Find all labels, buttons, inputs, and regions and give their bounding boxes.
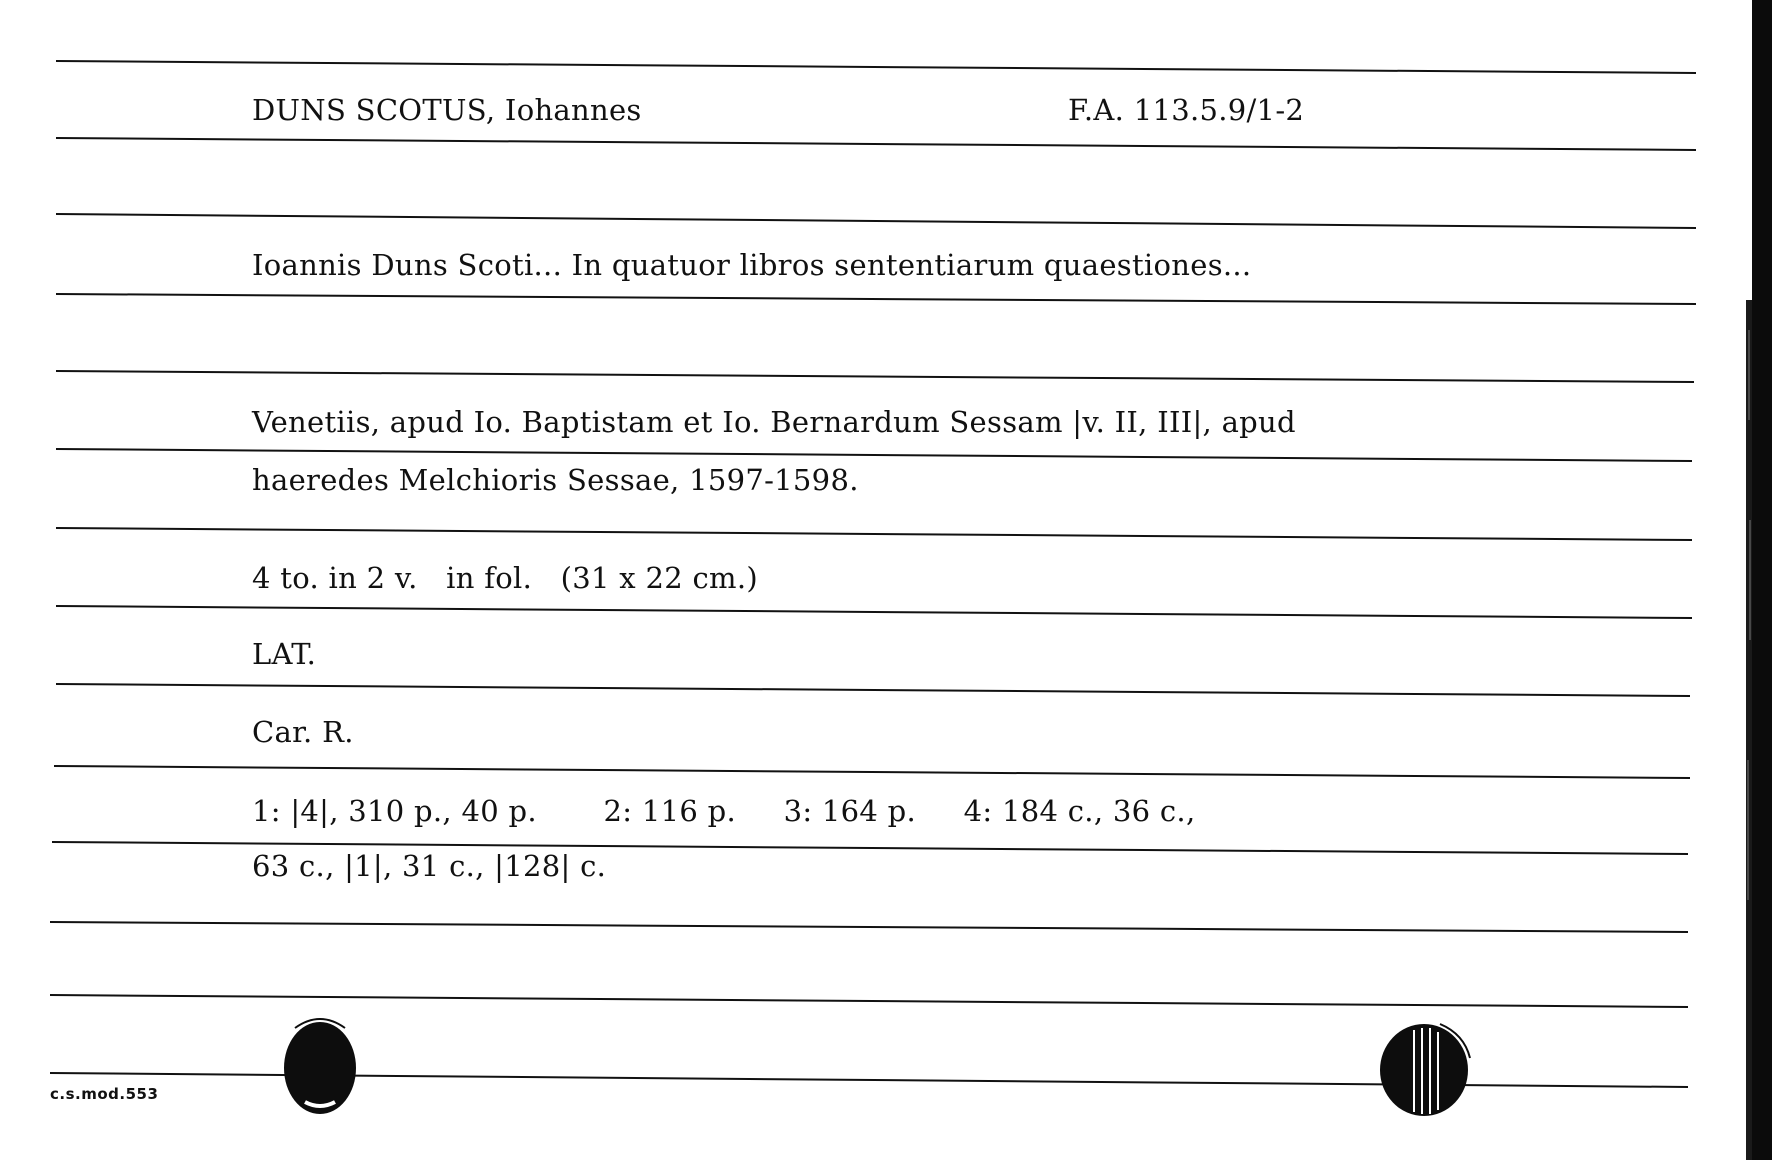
author-heading: DUNS SCOTUS, Iohannes (252, 93, 642, 127)
title-line: Ioannis Duns Scoti... In quatuor libros sententiarum quaestiones... (252, 248, 1252, 282)
pagination-line-2: 63 c., |1|, 31 c., |128| c. (252, 849, 607, 883)
punch-hole-right-icon (1368, 1016, 1478, 1126)
form-code: c.s.mod.553 (50, 1085, 159, 1103)
punch-hole-left-icon (275, 1010, 365, 1120)
shelfmark: F.A. 113.5.9/1-2 (1068, 93, 1305, 127)
pagination-line-1: 1: |4|, 310 p., 40 p. 2: 116 p. 3: 164 p. 4: 184 c., 36 c., (252, 794, 1196, 828)
scanned-edge (1744, 0, 1772, 1160)
imprint-line-1: Venetiis, apud Io. Baptistam et Io. Bernardum Sessam |v. II, III|, apud (252, 405, 1296, 439)
language-line: LAT. (252, 637, 317, 671)
imprint-line-2: haeredes Melchioris Sessae, 1597-1598. (252, 463, 859, 497)
format-line: 4 to. in 2 v. in fol. (31 x 22 cm.) (252, 561, 758, 595)
note-line: Car. R. (252, 715, 354, 749)
